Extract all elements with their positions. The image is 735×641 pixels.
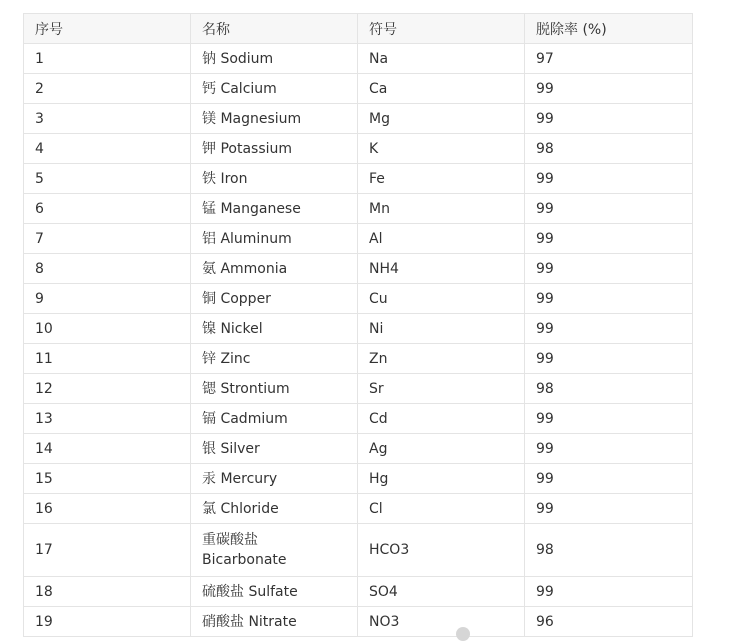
cell-index: 14 <box>24 434 191 464</box>
cell-index: 17 <box>24 524 191 577</box>
cell-symbol: Hg <box>358 464 525 494</box>
cell-name: 铁 Iron <box>191 164 358 194</box>
cell-index: 1 <box>24 44 191 74</box>
cell-symbol: Ag <box>358 434 525 464</box>
cell-name: 钾 Potassium <box>191 134 358 164</box>
cell-index: 10 <box>24 314 191 344</box>
cell-name: 锌 Zinc <box>191 344 358 374</box>
cell-index: 15 <box>24 464 191 494</box>
cell-symbol: Na <box>358 44 525 74</box>
cell-symbol: Cd <box>358 404 525 434</box>
cell-index: 5 <box>24 164 191 194</box>
cell-removal-rate: 99 <box>525 314 693 344</box>
cell-name: 重碳酸盐 Bicarbonate <box>191 524 358 577</box>
cell-name: 镉 Cadmium <box>191 404 358 434</box>
table-header-row <box>24 14 693 44</box>
cell-index: 4 <box>24 134 191 164</box>
cell-removal-rate: 97 <box>525 44 693 74</box>
cell-name: 锶 Strontium <box>191 374 358 404</box>
cell-name: 镍 Nickel <box>191 314 358 344</box>
table-row <box>24 607 693 637</box>
cell-removal-rate: 99 <box>525 74 693 104</box>
table-row <box>24 494 693 524</box>
table-row <box>24 577 693 607</box>
cell-symbol: Mg <box>358 104 525 134</box>
cell-removal-rate: 99 <box>525 404 693 434</box>
table-row <box>24 104 693 134</box>
table-row <box>24 164 693 194</box>
table-row <box>24 194 693 224</box>
cell-removal-rate: 99 <box>525 344 693 374</box>
table-row <box>24 344 693 374</box>
watermark <box>456 627 470 641</box>
cell-name: 硫酸盐 Sulfate <box>191 577 358 607</box>
cell-index: 6 <box>24 194 191 224</box>
cell-index: 3 <box>24 104 191 134</box>
cell-symbol: SO4 <box>358 577 525 607</box>
cell-symbol: NO3 <box>358 607 525 637</box>
cell-symbol: Zn <box>358 344 525 374</box>
table-row <box>24 464 693 494</box>
cell-index: 16 <box>24 494 191 524</box>
cell-symbol: Ca <box>358 74 525 104</box>
cell-name: 铜 Copper <box>191 284 358 314</box>
table-row <box>24 254 693 284</box>
data-table-container <box>23 13 692 637</box>
table-row <box>24 224 693 254</box>
cell-index: 9 <box>24 284 191 314</box>
cell-removal-rate: 99 <box>525 224 693 254</box>
cell-symbol: HCO3 <box>358 524 525 577</box>
cell-index: 2 <box>24 74 191 104</box>
table-row <box>24 314 693 344</box>
table-row <box>24 44 693 74</box>
cell-symbol: Cu <box>358 284 525 314</box>
cell-index: 8 <box>24 254 191 284</box>
watermark-logo-icon <box>456 627 470 641</box>
cell-name: 铝 Aluminum <box>191 224 358 254</box>
cell-name: 钙 Calcium <box>191 74 358 104</box>
cell-name: 汞 Mercury <box>191 464 358 494</box>
header-removal-rate: 脱除率 (%) <box>525 14 693 44</box>
cell-symbol: Cl <box>358 494 525 524</box>
cell-removal-rate: 99 <box>525 434 693 464</box>
cell-name: 钠 Sodium <box>191 44 358 74</box>
cell-index: 19 <box>24 607 191 637</box>
table-row <box>24 284 693 314</box>
cell-symbol: Al <box>358 224 525 254</box>
header-symbol: 符号 <box>358 14 525 44</box>
table-row <box>24 524 693 577</box>
cell-name: 氨 Ammonia <box>191 254 358 284</box>
cell-removal-rate: 99 <box>525 254 693 284</box>
table-row <box>24 134 693 164</box>
cell-removal-rate: 99 <box>525 104 693 134</box>
cell-name: 镁 Magnesium <box>191 104 358 134</box>
table-body <box>24 44 693 637</box>
cell-symbol: Sr <box>358 374 525 404</box>
cell-removal-rate: 99 <box>525 284 693 314</box>
cell-symbol: Ni <box>358 314 525 344</box>
cell-removal-rate: 96 <box>525 607 693 637</box>
header-index: 序号 <box>24 14 191 44</box>
cell-name: 硝酸盐 Nitrate <box>191 607 358 637</box>
cell-symbol: Mn <box>358 194 525 224</box>
cell-index: 13 <box>24 404 191 434</box>
table-row <box>24 404 693 434</box>
table-row <box>24 374 693 404</box>
cell-index: 11 <box>24 344 191 374</box>
removal-rate-table <box>23 13 693 637</box>
cell-name: 氯 Chloride <box>191 494 358 524</box>
cell-index: 18 <box>24 577 191 607</box>
cell-name: 锰 Manganese <box>191 194 358 224</box>
cell-removal-rate: 99 <box>525 494 693 524</box>
cell-removal-rate: 99 <box>525 194 693 224</box>
cell-index: 12 <box>24 374 191 404</box>
cell-symbol: Fe <box>358 164 525 194</box>
table-row <box>24 74 693 104</box>
cell-removal-rate: 99 <box>525 577 693 607</box>
cell-removal-rate: 99 <box>525 464 693 494</box>
table-row <box>24 434 693 464</box>
cell-symbol: NH4 <box>358 254 525 284</box>
cell-name: 银 Silver <box>191 434 358 464</box>
cell-removal-rate: 98 <box>525 134 693 164</box>
cell-removal-rate: 98 <box>525 374 693 404</box>
cell-symbol: K <box>358 134 525 164</box>
cell-removal-rate: 98 <box>525 524 693 577</box>
header-name: 名称 <box>191 14 358 44</box>
cell-index: 7 <box>24 224 191 254</box>
cell-removal-rate: 99 <box>525 164 693 194</box>
